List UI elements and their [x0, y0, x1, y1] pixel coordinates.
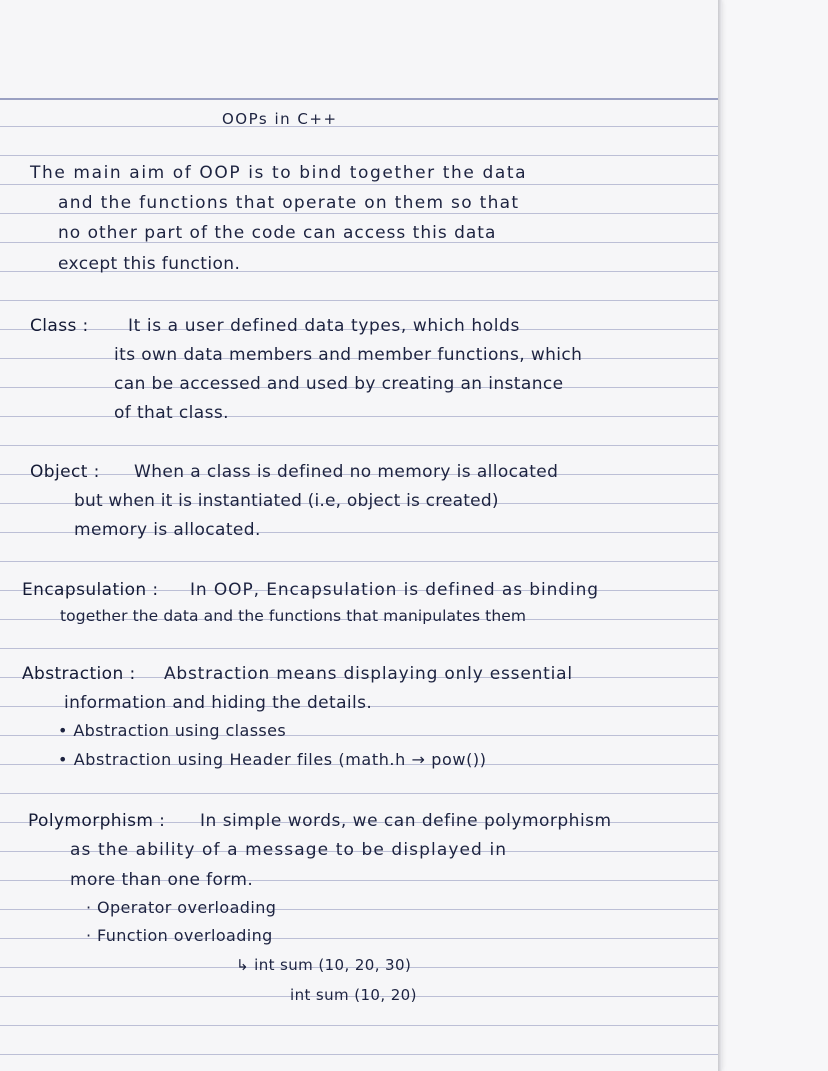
encapsulation-heading: Encapsulation : [22, 580, 159, 600]
overload-example-1: ↳ int sum (10, 20, 30) [236, 956, 412, 974]
abstraction-heading: Abstraction : [22, 664, 136, 684]
polymorphism-heading: Polymorphism : [28, 811, 166, 831]
intro-line-3: no other part of the code can access this data [58, 223, 497, 243]
overload-example-2: int sum (10, 20) [290, 986, 417, 1004]
object-line-3: memory is allocated. [74, 520, 261, 540]
object-line-1: When a class is defined no memory is allocated [134, 462, 559, 482]
encapsulation-line-2: together the data and the functions that manipulates them [60, 607, 527, 625]
polymorphism-bullet-1: · Operator overloading [86, 898, 277, 917]
page-edge [718, 0, 722, 1071]
class-line-4: of that class. [114, 403, 229, 423]
class-line-3: can be accessed and used by creating an instance [114, 374, 564, 394]
intro-line-2: and the functions that operate on them so that [58, 193, 520, 213]
abstraction-line-1: Abstraction means displaying only essential [164, 664, 573, 684]
abstraction-bullet-2: • Abstraction using Header files (math.h → pow()) [58, 750, 487, 769]
class-line-1: It is a user defined data types, which holds [128, 316, 520, 336]
encapsulation-line-1: In OOP, Encapsulation is defined as binding [190, 580, 599, 600]
object-line-2: but when it is instantiated (i.e, object is created) [74, 491, 499, 511]
class-line-2: its own data members and member functions, which [114, 345, 583, 365]
abstraction-line-2: information and hiding the details. [64, 693, 373, 713]
intro-line-4: except this function. [58, 254, 241, 274]
polymorphism-line-2: as the ability of a message to be displayed in [70, 840, 508, 860]
header-rule [0, 98, 718, 100]
class-heading: Class : [30, 316, 89, 336]
polymorphism-line-1: In simple words, we can define polymorphism [200, 811, 612, 831]
polymorphism-bullet-2: · Function overloading [86, 926, 273, 945]
object-heading: Object : [30, 462, 100, 482]
page-header-band [0, 0, 718, 98]
page-title: OOPs in C++ [222, 110, 338, 128]
intro-line-1: The main aim of OOP is to bind together the data [30, 163, 528, 183]
abstraction-bullet-1: • Abstraction using classes [58, 721, 287, 740]
polymorphism-line-3: more than one form. [70, 870, 254, 890]
